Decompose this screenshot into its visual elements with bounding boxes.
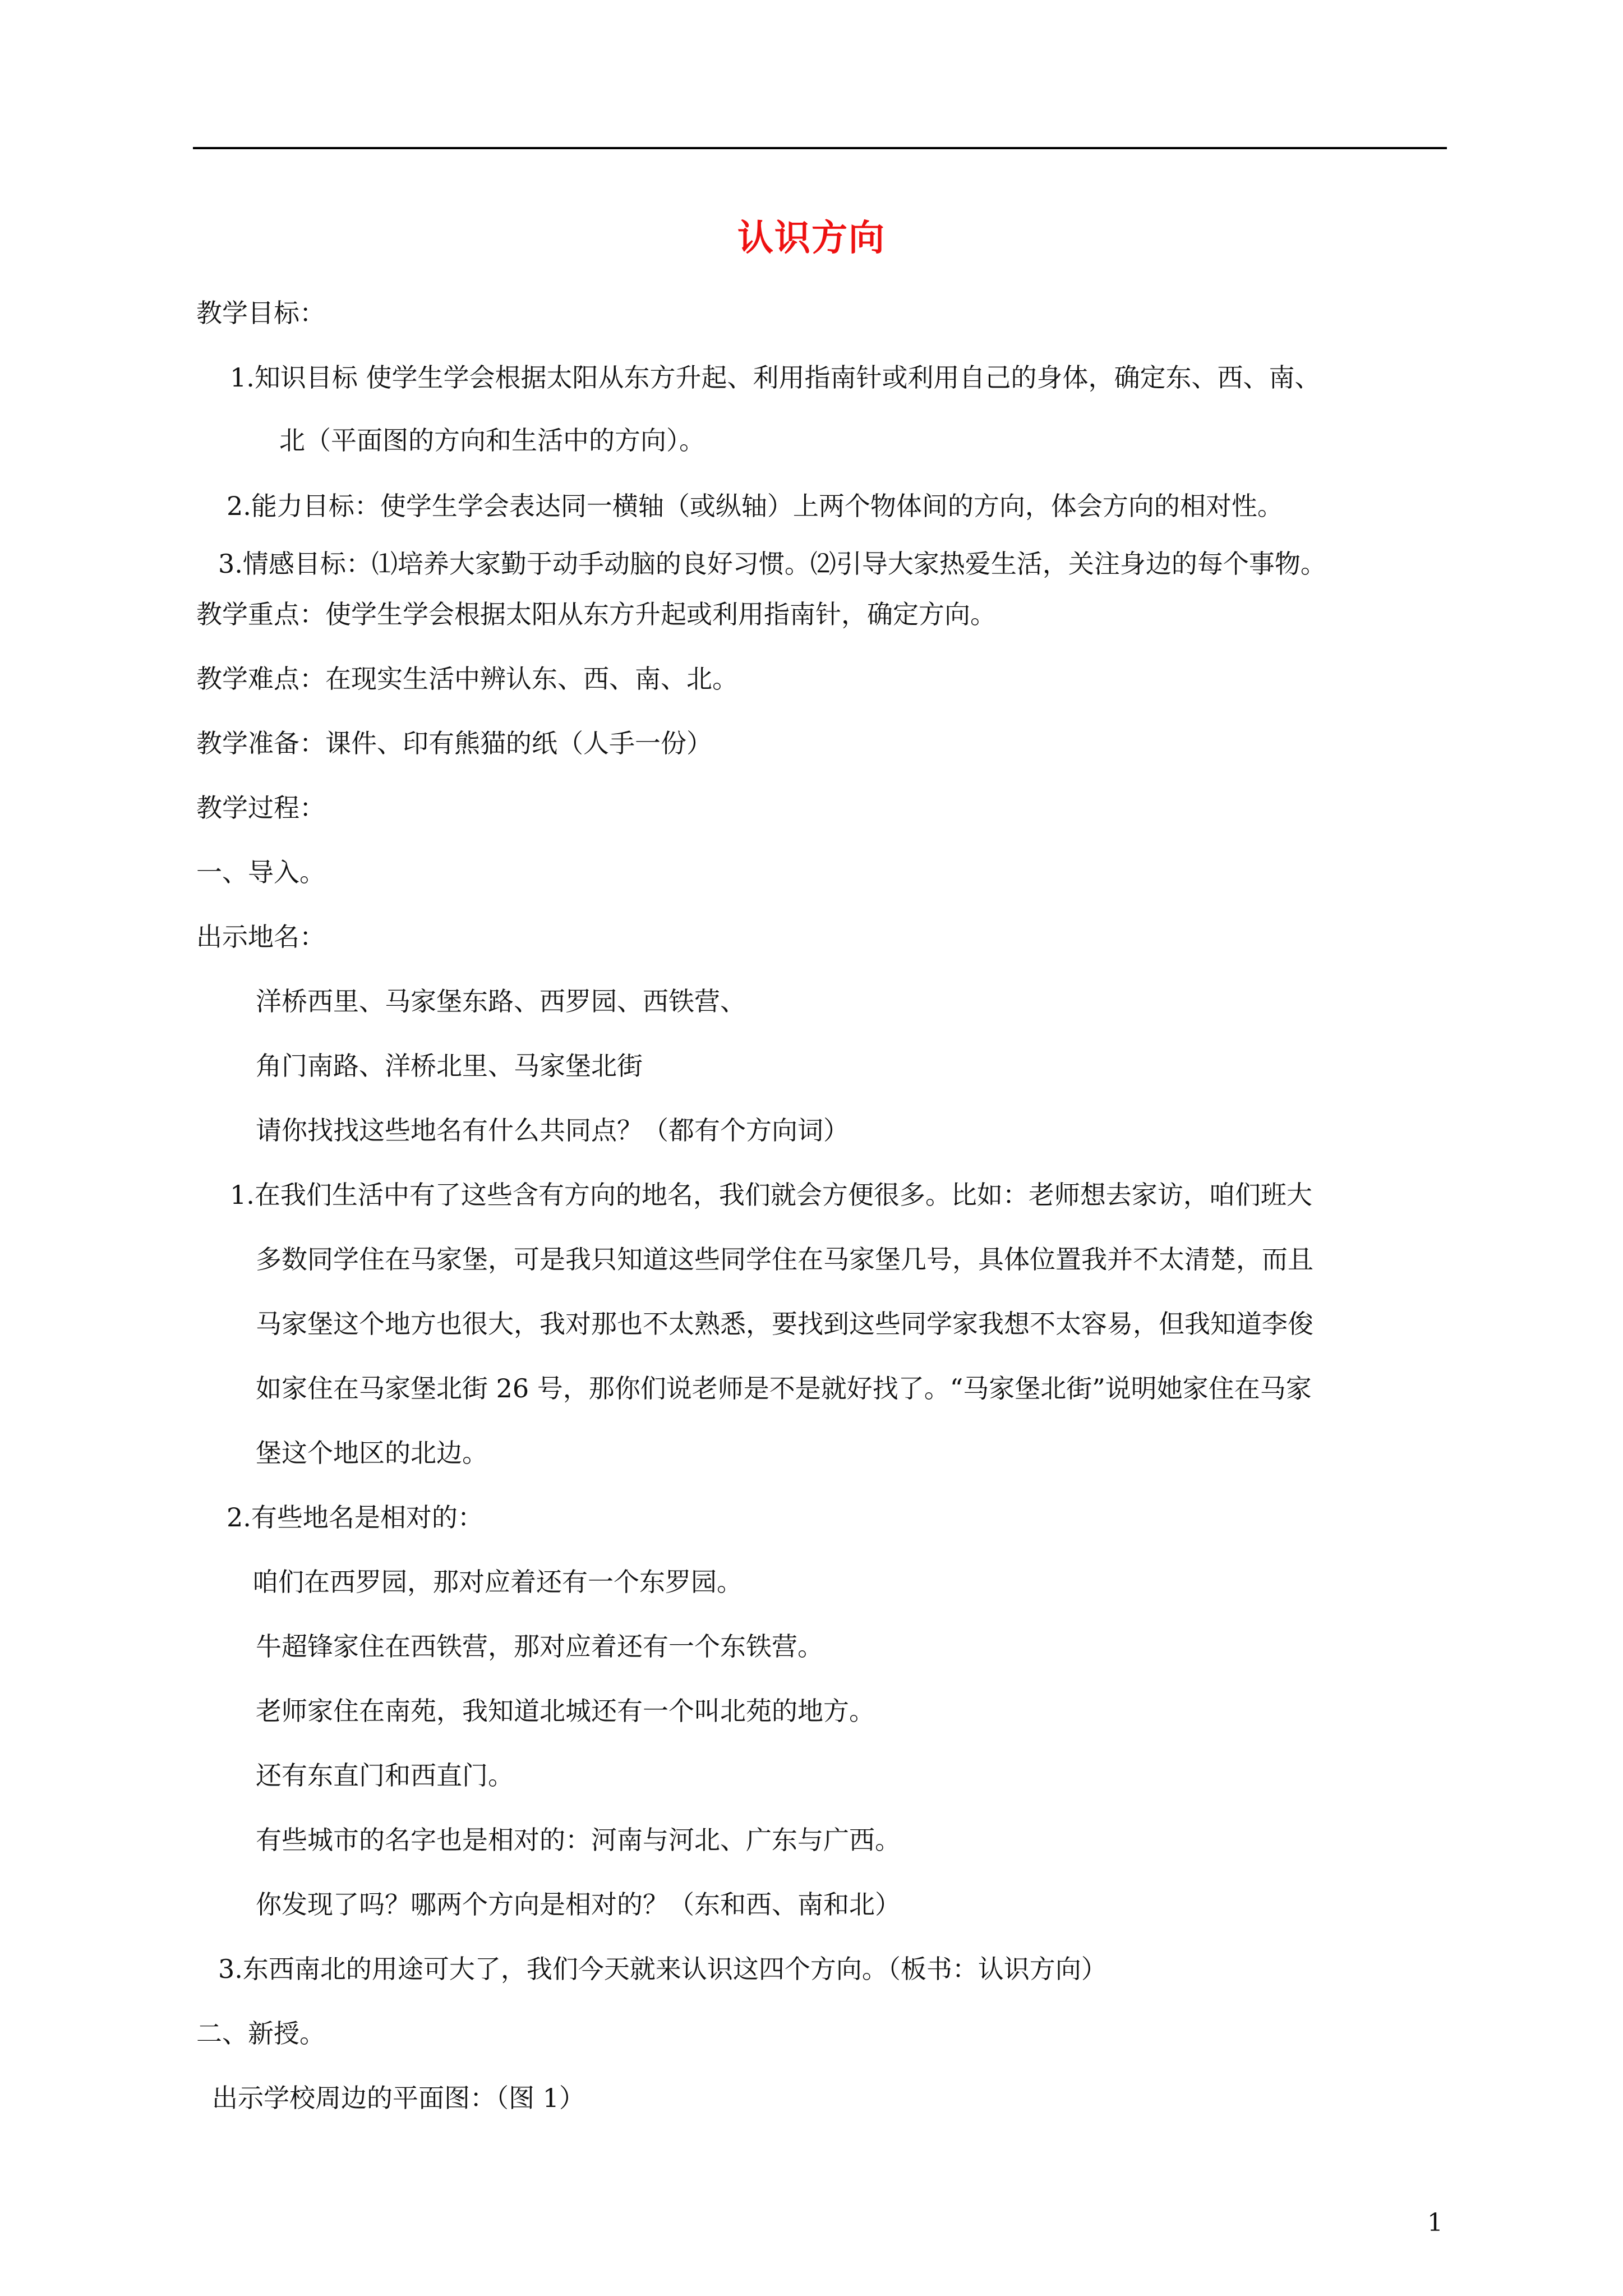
text-line: 角门南路、洋桥北里、马家堡北街	[256, 1051, 643, 1081]
text-line: 请你找找这些地名有什么共同点？（都有个方向词）	[256, 1115, 849, 1145]
text-line: 教学目标：	[196, 298, 325, 328]
text-line: 你发现了吗？哪两个方向是相对的？（东和西、南和北）	[256, 1889, 901, 1920]
text-line: 1.在我们生活中有了这些含有方向的地名，我们就会方便很多。比如：老师想去家访，咱们班大	[230, 1180, 1312, 1210]
text-line: 牛超锋家住在西铁营，那对应着还有一个东铁营。	[256, 1631, 823, 1662]
page-number: 1	[1427, 2208, 1443, 2237]
text-line: 北（平面图的方向和生活中的方向）。	[279, 425, 705, 455]
text-line: 马家堡这个地方也很大，我对那也不太熟悉，要找到这些同学家我想不太容易，但我知道李俊	[256, 1309, 1313, 1339]
section-heading: 二、新授。	[196, 2018, 325, 2049]
text-line: 有些城市的名字也是相对的：河南与河北、广东与广西。	[256, 1825, 901, 1855]
text-line: 3.情感目标：⑴培养大家勤于动手动脑的良好习惯。⑵引导大家热爱生活，关注身边的每个事物。	[218, 549, 1326, 579]
text-line: 老师家住在南苑，我知道北城还有一个叫北苑的地方。	[256, 1696, 875, 1726]
text-line: 3.东西南北的用途可大了，我们今天就来认识这四个方向。（板书：认识方向）	[218, 1954, 1107, 1984]
text-line: 教学难点：在现实生活中辨认东、西、南、北。	[196, 664, 738, 694]
text-line: 咱们在西罗园，那对应着还有一个东罗园。	[252, 1567, 743, 1597]
text-line: 教学重点：使学生学会根据太阳从东方升起或利用指南针，确定方向。	[196, 599, 996, 629]
text-line: 1.知识目标 使学生学会根据太阳从东方升起、利用指南针或利用自己的身体，确定东、西、南、	[230, 362, 1321, 393]
text-line: 洋桥西里、马家堡东路、西罗园、西铁营、	[256, 986, 746, 1016]
text-line: 出示地名：	[196, 922, 325, 952]
text-line: 如家住在马家堡北街 26 号，那你们说老师是不是就好找了。“马家堡北街”说明她家住在马家	[256, 1373, 1312, 1404]
text-line: 出示学校周边的平面图：（图 1）	[212, 2083, 585, 2113]
document-title: 认识方向	[737, 217, 886, 259]
text-line: 堡这个地区的北边。	[256, 1438, 488, 1468]
text-line: 教学过程：	[196, 793, 325, 823]
text-line: 多数同学住在马家堡，可是我只知道这些同学住在马家堡几号，具体位置我并不太清楚，而且	[256, 1244, 1313, 1274]
text-line: 2.能力目标：使学生学会表达同一横轴（或纵轴）上两个物体间的方向，体会方向的相对性。	[227, 491, 1283, 521]
text-line: 2.有些地名是相对的：	[227, 1502, 483, 1533]
header-rule	[193, 147, 1447, 149]
section-heading: 一、导入。	[196, 857, 325, 887]
text-line: 教学准备：课件、印有熊猫的纸（人手一份）	[196, 728, 712, 758]
text-line: 还有东直门和西直门。	[256, 1760, 514, 1791]
